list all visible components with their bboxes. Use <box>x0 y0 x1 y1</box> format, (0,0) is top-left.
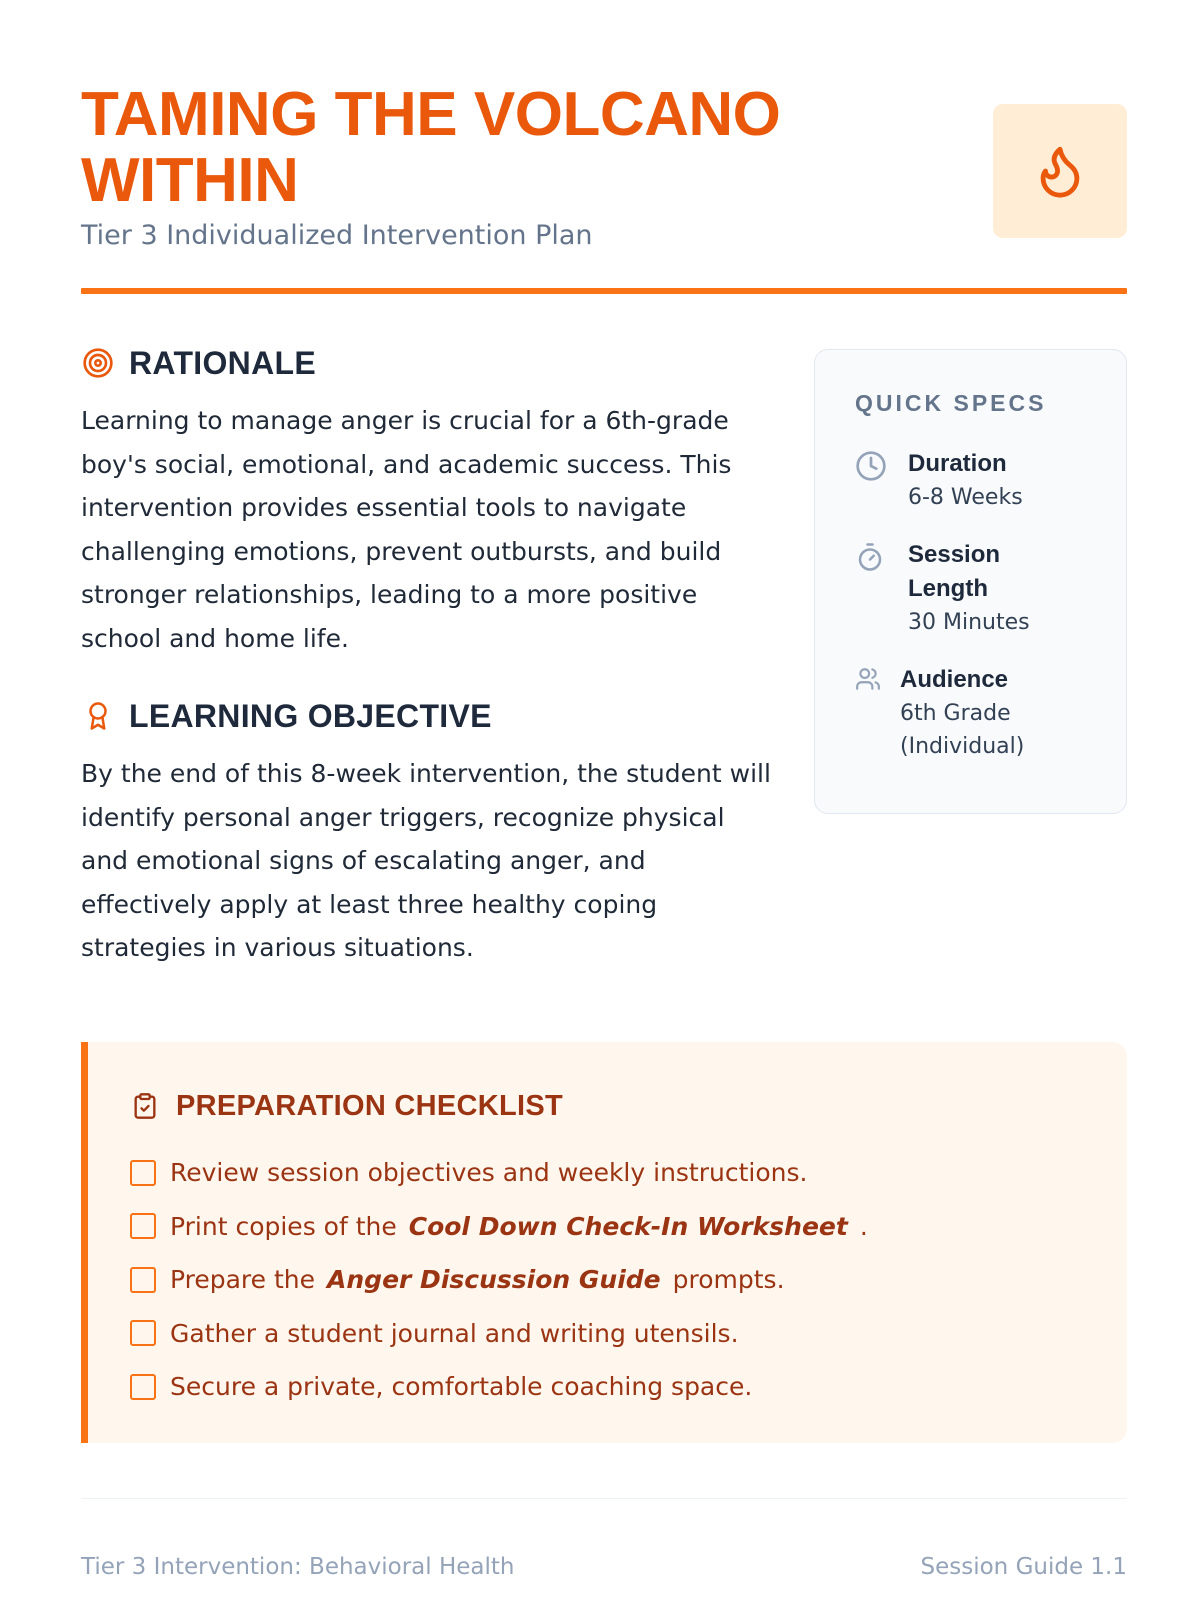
quick-specs-title: QUICK SPECS <box>855 390 1047 416</box>
spec-label: Audience <box>900 666 1009 693</box>
checklist-item-text: Review session objectives and weekly instructions. <box>170 1158 808 1188</box>
checklist-title: PREPARATION CHECKLIST <box>176 1089 564 1122</box>
worksheet-title: Cool Down Check-In Worksheet <box>408 1211 848 1241</box>
page-subtitle: Tier 3 Individualized Intervention Plan <box>81 220 593 251</box>
award-icon <box>81 699 115 733</box>
objective-text: By the end of this 8-week intervention, the student will identify personal anger triggers, recognize physical and emotional signs of escalating anger, and effectively apply at least three healthy coping strategies in various situations. <box>81 759 771 962</box>
checklist-item-text: Secure a private, comfortable coaching space. <box>170 1372 753 1402</box>
header <box>81 82 1127 292</box>
checklist-item-text: Print copies of the <box>170 1211 397 1241</box>
flame-icon <box>1031 139 1089 203</box>
rationale-text: Learning to manage anger is crucial for a 6th-grade boy's social, emotional, and academic success. This intervention provides essential tools to navigate challenging emotions, prevent outbursts, and build stronger relationships, leading to a more positive school and home life. <box>81 406 732 653</box>
checklist-item-text: . <box>859 1211 868 1241</box>
spec-duration <box>855 447 1086 514</box>
spec-label: Duration <box>908 450 1007 477</box>
header-divider <box>81 288 1127 294</box>
spec-value: 6th Grade (Individual) <box>900 701 1025 759</box>
spec-value: 6-8 Weeks <box>908 485 1023 510</box>
preparation-checklist <box>81 1042 1127 1443</box>
spec-label: Session Length <box>908 541 1001 602</box>
checklist-item <box>130 1360 1083 1414</box>
spec-audience <box>855 663 1086 763</box>
page <box>81 0 1127 1600</box>
spec-value: 30 Minutes <box>908 610 1030 635</box>
checkbox[interactable] <box>130 1320 156 1346</box>
guide-title: Anger Discussion Guide <box>327 1265 661 1295</box>
checklist-items <box>130 1146 1083 1414</box>
checklist-item <box>130 1253 1083 1307</box>
objective-section <box>81 694 771 970</box>
quick-specs-card <box>814 349 1127 814</box>
checklist-item <box>130 1146 1083 1200</box>
objective-heading: LEARNING OBJECTIVE <box>129 697 492 734</box>
footer-left: Tier 3 Intervention: Behavioral Health <box>81 1554 515 1580</box>
clock-icon <box>855 447 889 514</box>
target-icon <box>81 346 115 380</box>
checkbox[interactable] <box>130 1160 156 1186</box>
checkbox[interactable] <box>130 1213 156 1239</box>
checklist-item-text: Gather a student journal and writing utensils. <box>170 1318 739 1348</box>
checklist-item-text: prompts. <box>672 1265 785 1295</box>
footer-divider <box>81 1498 1127 1499</box>
checklist-item-text: Prepare the <box>170 1265 316 1295</box>
footer-right: Session Guide 1.1 <box>920 1554 1127 1580</box>
rationale-section <box>81 341 771 660</box>
rationale-heading: RATIONALE <box>129 344 316 381</box>
header-badge <box>993 104 1127 238</box>
page-title: TAMING THE VOLCANO WITHIN <box>81 80 781 215</box>
users-icon <box>855 663 881 763</box>
checkbox[interactable] <box>130 1374 156 1400</box>
checklist-item <box>130 1307 1083 1361</box>
timer-icon <box>855 538 889 639</box>
spec-session-length <box>855 538 1086 639</box>
checklist-item <box>130 1200 1083 1254</box>
clipboard-check-icon <box>130 1091 160 1121</box>
checkbox[interactable] <box>130 1267 156 1293</box>
footer <box>81 1554 1127 1580</box>
